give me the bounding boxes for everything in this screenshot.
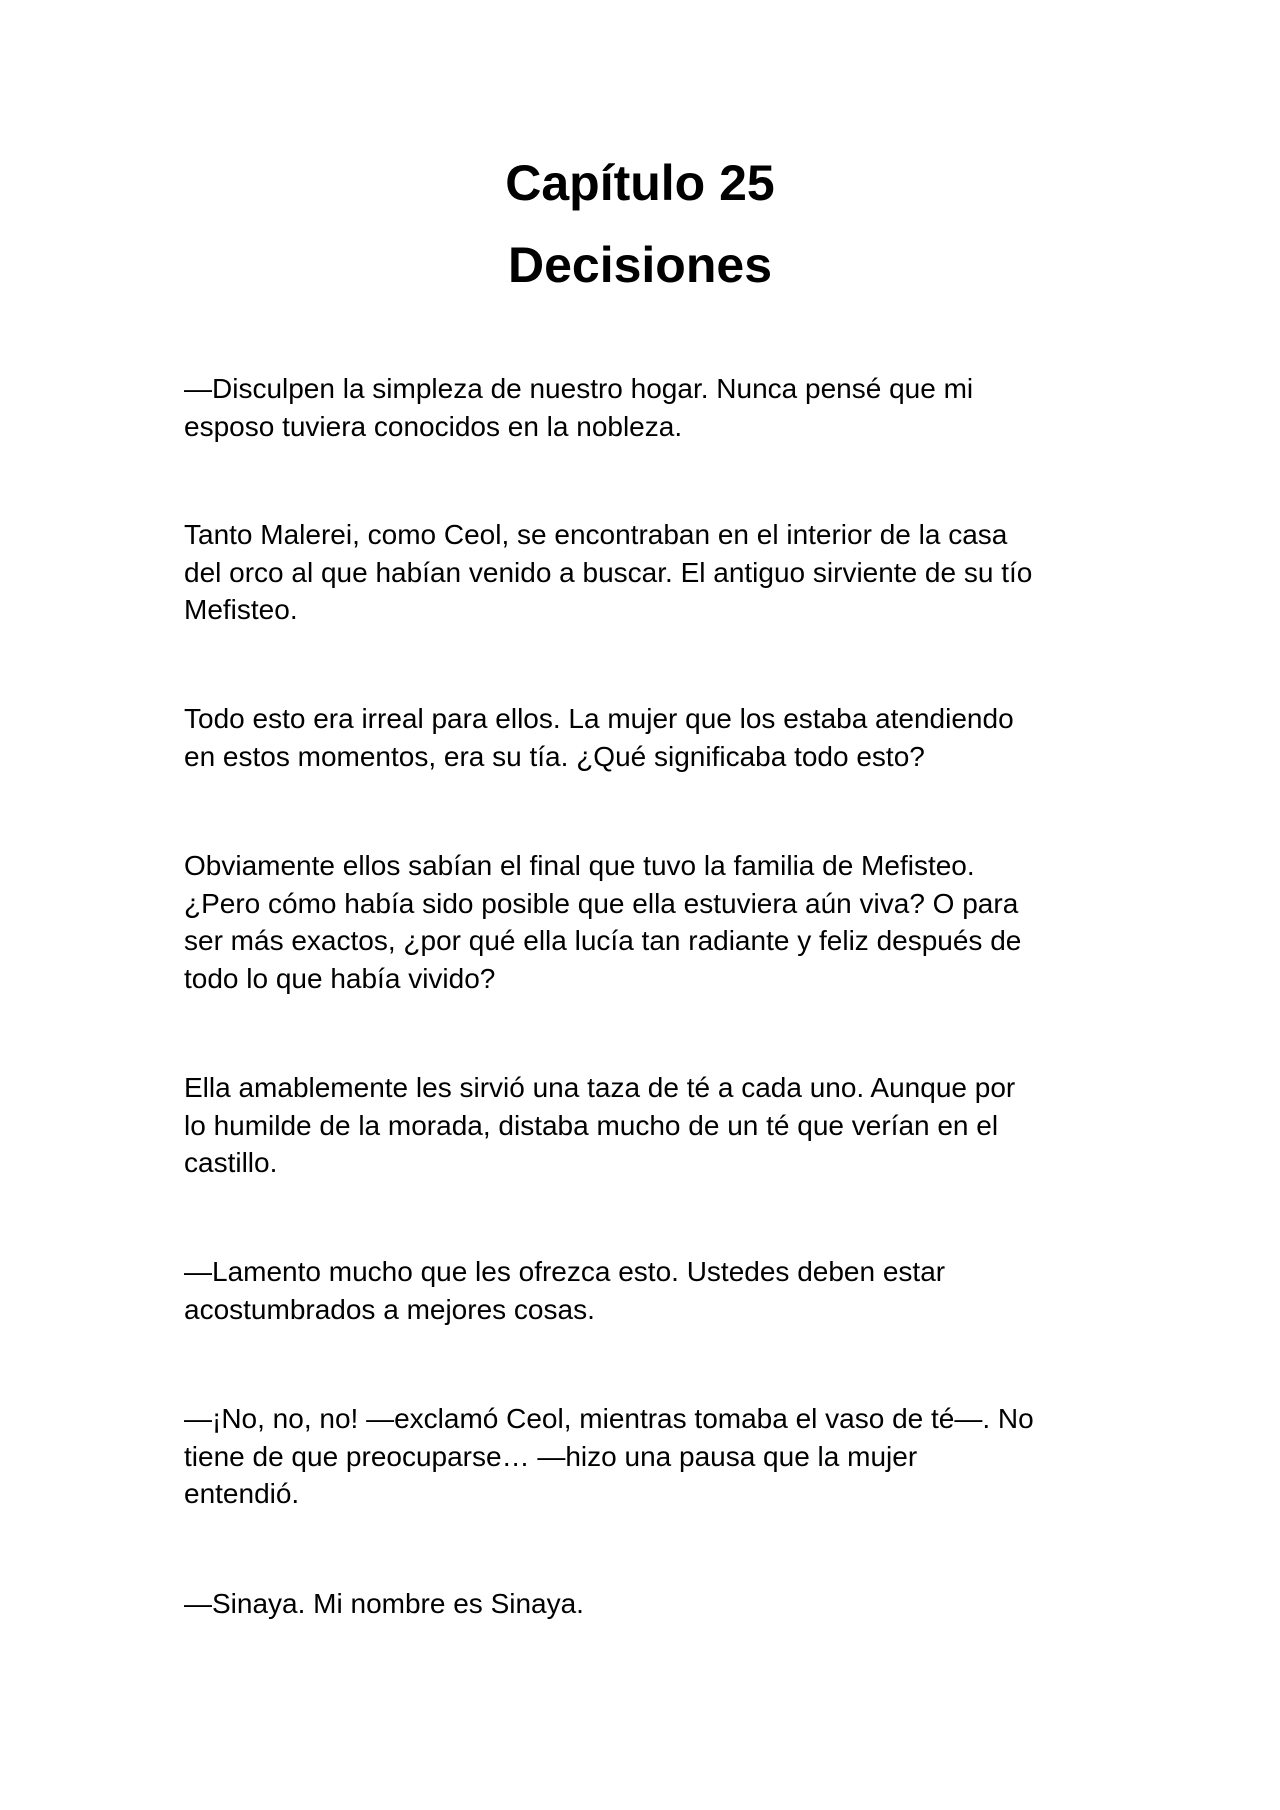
paragraph-line: —Disculpen la simpleza de nuestro hogar. Nunca pensé que mi — [184, 373, 974, 404]
paragraph-2 — [184, 516, 1124, 629]
paragraph-line: esposo tuviera conocidos en la nobleza. — [184, 410, 683, 442]
paragraph-line: en estos momentos, era su tía. ¿Qué significaba todo esto? — [184, 740, 925, 772]
chapter-number: Capítulo 25 — [505, 155, 775, 211]
paragraph-line: —¡No, no, no! —exclamó Ceol, mientras tomaba el vaso de té—. No — [184, 1403, 1034, 1434]
paragraph-line: Todo esto era irreal para ellos. La mujer que los estaba atendiendo — [184, 703, 1014, 734]
paragraph-line: tiene de que preocuparse… —hizo una pausa que la mujer — [184, 1440, 918, 1472]
paragraph-line: —Sinaya. Mi nombre es Sinaya. — [184, 1588, 584, 1619]
paragraph-8 — [184, 1585, 1124, 1623]
paragraph-line: Tanto Malerei, como Ceol, se encontraban en el interior de la casa — [184, 519, 1008, 550]
paragraph-line: acostumbrados a mejores cosas. — [184, 1293, 595, 1325]
paragraph-line: todo lo que había vivido? — [184, 962, 496, 994]
paragraph-line: Ella amablemente les sirvió una taza de té a cada uno. Aunque por — [184, 1072, 1016, 1103]
paragraph-7 — [184, 1400, 1124, 1513]
paragraph-line: —Lamento mucho que les ofrezca esto. Ustedes deben estar — [184, 1256, 946, 1287]
paragraph-line: ser más exactos, ¿por qué ella lucía tan radiante y feliz después de — [184, 925, 1022, 956]
paragraph-5 — [184, 1069, 1124, 1182]
paragraph-line: Mefisteo. — [184, 594, 298, 625]
paragraph-line: lo humilde de la morada, distaba mucho de un té que verían en el — [184, 1109, 999, 1141]
paragraph-line: del orco al que habían venido a buscar. El antiguo sirviente de su tío — [184, 556, 1033, 588]
paragraph-3 — [184, 700, 1124, 775]
chapter-title: Decisiones — [507, 237, 772, 293]
paragraph-1 — [184, 370, 1124, 445]
paragraph-line: ¿Pero cómo había sido posible que ella estuviera aún viva? O para — [184, 887, 1019, 919]
paragraph-6 — [184, 1253, 1124, 1328]
paragraph-line: Obviamente ellos sabían el final que tuvo la familia de Mefisteo. — [184, 850, 975, 881]
paragraph-line: entendió. — [184, 1478, 300, 1509]
paragraph-4 — [184, 847, 1124, 997]
paragraph-line: castillo. — [184, 1147, 278, 1178]
